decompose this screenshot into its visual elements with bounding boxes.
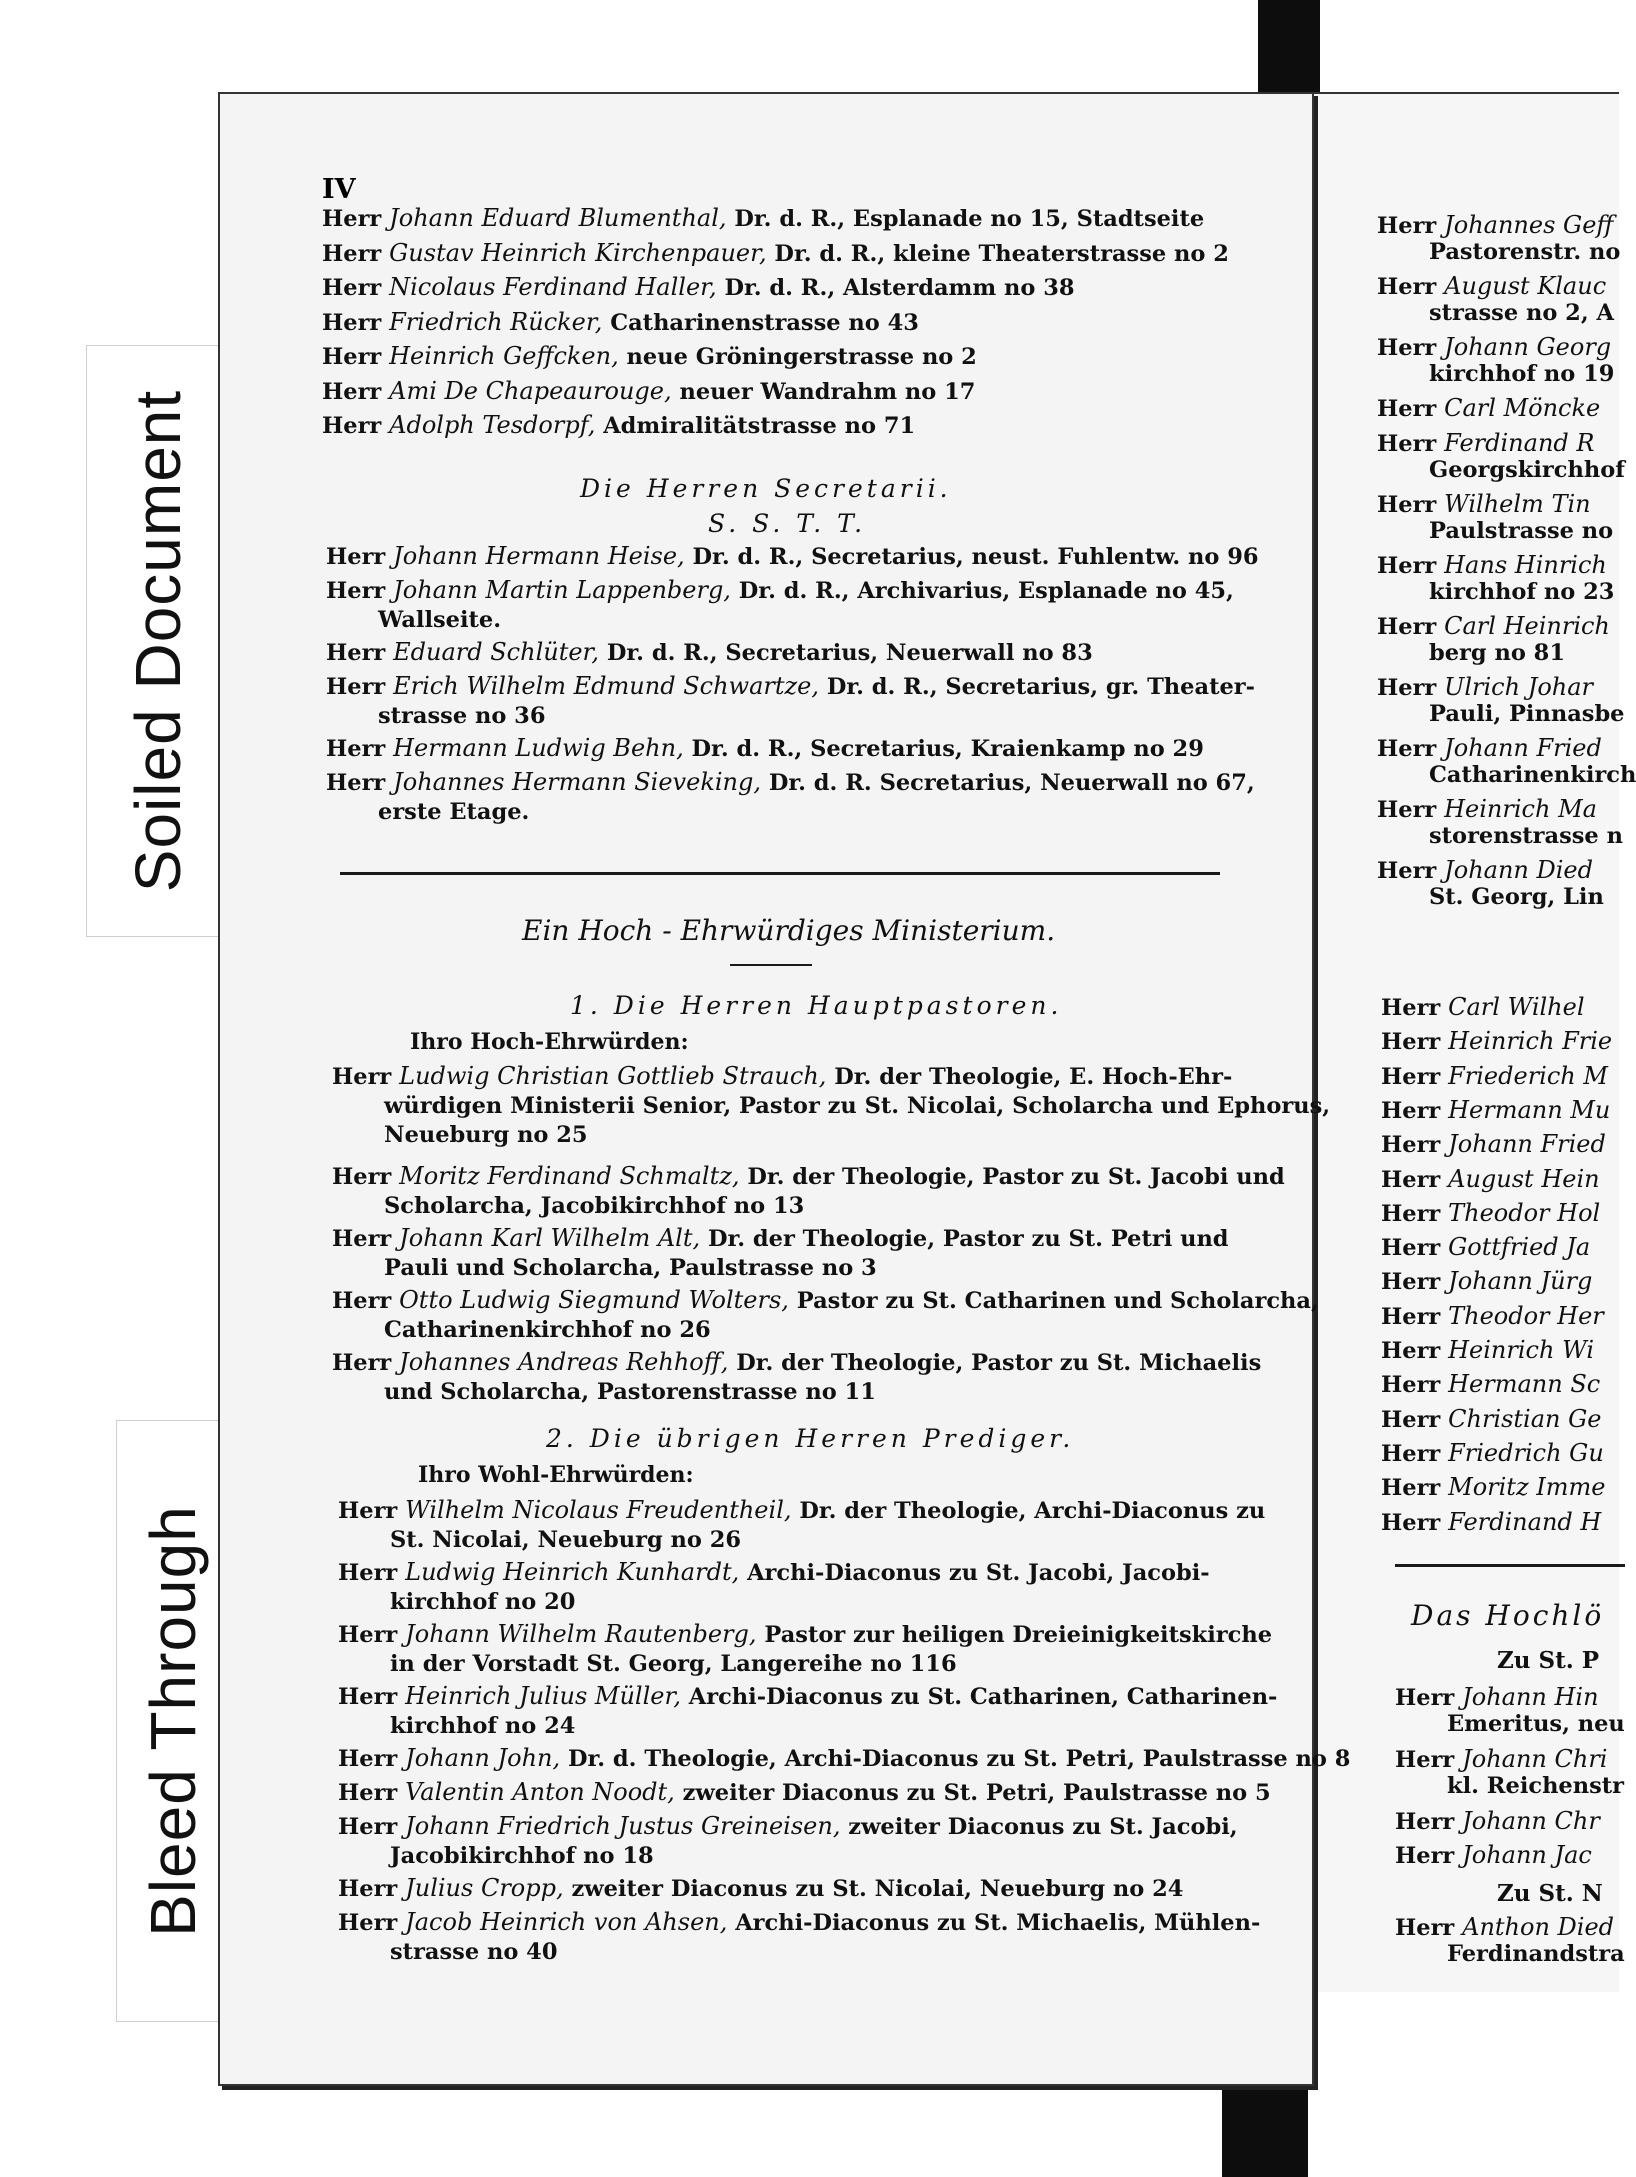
herr-title: Herr (1381, 1029, 1449, 1056)
directory-entry (1377, 674, 1625, 727)
directory-entry (322, 273, 1075, 303)
person-name: Johann John, (405, 1744, 561, 1772)
person-name: Johann Hermann Heise, (393, 542, 685, 570)
person-name: Julius Cropp, (405, 1874, 564, 1902)
person-name: Ferdinand R (1444, 429, 1595, 457)
entry-details: Admiralitätstrasse no 71 (595, 413, 916, 439)
directory-entry (1395, 1914, 1625, 1967)
directory-entry (338, 1744, 1350, 1774)
entry-continuation: Georgskirchhof (1429, 457, 1625, 483)
herr-title: Herr (1381, 1303, 1449, 1330)
entry-details: Dr. d. R., Esplanade no 15, Stadtseite (726, 206, 1205, 232)
entry-details: Dr. der Theologie, E. Hoch-Ehr- (826, 1064, 1233, 1090)
entry-continuation: kirchhof no 24 (390, 1713, 576, 1739)
person-name: Gottfried Ja (1448, 1233, 1591, 1262)
entry-details: Dr. der Theologie, Pastor zu St. Petri und (700, 1226, 1229, 1252)
person-name: Carl Heinrich (1444, 612, 1610, 640)
section-heading-ministerium: Ein Hoch - Ehrwürdiges Ministerium. (522, 914, 1056, 947)
herr-title: Herr (1381, 995, 1449, 1021)
entry-continuation: Emeritus, neu (1447, 1711, 1625, 1737)
person-name: Valentin Anton Noodt, (405, 1778, 675, 1806)
background-bar-top (1258, 0, 1320, 92)
directory-entry (1381, 1406, 1602, 1433)
directory-entry (1381, 1474, 1605, 1501)
entry-continuation: Paulstrasse no (1429, 518, 1614, 544)
entry-continuation: berg no 81 (1429, 640, 1565, 666)
person-name: Wilhelm Tin (1444, 490, 1591, 518)
entry-details: Pastor zu St. Catharinen und Scholarcha, (788, 1288, 1319, 1314)
soiled-document-label (86, 345, 230, 937)
directory-entry (1395, 1684, 1625, 1737)
person-name: Johann Fried (1444, 734, 1602, 762)
directory-entry (322, 411, 915, 441)
directory-entry (332, 1348, 1261, 1407)
directory-entry (332, 1224, 1229, 1283)
person-name: Heinrich Julius Müller, (405, 1682, 681, 1710)
herr-title: Herr (1381, 1132, 1449, 1159)
person-name: Ulrich Johar (1444, 673, 1594, 701)
person-name: Johann Friedrich Justus Greineisen, (405, 1812, 841, 1840)
directory-entry (338, 1778, 1271, 1808)
person-name: Heinrich Geffcken, (389, 342, 619, 370)
person-name: Johann Fried (1448, 1130, 1606, 1159)
herr-title: Herr (1381, 1406, 1449, 1433)
directory-entry (1381, 1509, 1601, 1536)
entry-details: Dr. d. R., Secretarius, Kraienkamp no 29 (683, 736, 1204, 762)
entry-continuation: Pauli und Scholarcha, Paulstrasse no 3 (384, 1255, 877, 1281)
directory-entry (1377, 552, 1614, 605)
herr-title: Herr (332, 1164, 400, 1190)
entry-continuation: Scholarcha, Jacobikirchhof no 13 (384, 1193, 805, 1219)
page-number: IV (322, 174, 356, 205)
herr-title: Herr (1377, 675, 1445, 701)
person-name: Johann Wilhelm Rautenberg, (405, 1620, 757, 1648)
directory-entry (338, 1682, 1277, 1741)
person-name: Friedrich Gu (1448, 1438, 1604, 1467)
herr-title: Herr (338, 1780, 406, 1806)
person-name: Johannes Geff (1444, 211, 1614, 239)
section-title-hoch-ehrwuerden: Ihro Hoch-Ehrwürden: (410, 1029, 689, 1055)
entry-continuation: in der Vorstadt St. Georg, Langereihe no 116 (390, 1651, 957, 1677)
herr-title: Herr (1377, 274, 1445, 300)
person-name: Johann Hin (1462, 1683, 1599, 1711)
section-subheading-sstt: S. S. T. T. (708, 509, 867, 538)
entry-continuation: erste Etage. (378, 799, 530, 825)
right-page (1296, 92, 1636, 1992)
directory-entry (1377, 212, 1620, 265)
directory-entry (322, 204, 1204, 234)
directory-entry (326, 734, 1204, 764)
herr-title: Herr (326, 544, 394, 570)
herr-title: Herr (322, 413, 390, 439)
directory-entry (326, 768, 1255, 827)
herr-title: Herr (1377, 736, 1445, 762)
entry-details: Dr. d. Theologie, Archi-Diaconus zu St. Petri, Paulstrasse no 8 (560, 1746, 1351, 1772)
entry-continuation: Catharinenkirch (1429, 762, 1636, 788)
herr-title: Herr (326, 674, 394, 700)
directory-entry (326, 672, 1255, 731)
herr-title: Herr (338, 1498, 406, 1524)
directory-entry (1377, 735, 1636, 788)
entry-details: Dr. der Theologie, Pastor zu St. Jacobi und (739, 1164, 1285, 1190)
entry-continuation: Ferdinandstra (1447, 1941, 1625, 1967)
herr-title: Herr (332, 1064, 400, 1090)
entry-details: Catharinenstrasse no 43 (602, 309, 919, 336)
directory-entry (1377, 857, 1604, 910)
herr-title: Herr (338, 1910, 406, 1936)
herr-title: Herr (1381, 1509, 1449, 1536)
herr-title: Herr (326, 578, 394, 604)
person-name: Johann Chr (1462, 1807, 1600, 1835)
right-subheading-nicolai: Zu St. N (1497, 1880, 1603, 1907)
herr-title: Herr (1377, 335, 1445, 361)
person-name: Johann Jac (1462, 1841, 1592, 1869)
herr-title: Herr (1381, 1475, 1449, 1502)
bleed-through-label-text: Bleed Through (137, 1505, 209, 1937)
herr-title: Herr (1395, 1685, 1463, 1711)
directory-entry (1377, 395, 1600, 422)
directory-entry (332, 1162, 1285, 1221)
entry-details: neue Gröningerstrasse no 2 (618, 344, 977, 370)
section-title-wohl-ehrwuerden: Ihro Wohl-Ehrwürden: (418, 1462, 694, 1488)
entry-details: Dr. d. R., Secretarius, gr. Theater- (818, 674, 1255, 700)
entry-continuation: kirchhof no 19 (1429, 361, 1615, 387)
right-subheading-petri: Zu St. P (1497, 1647, 1600, 1674)
directory-entry (338, 1812, 1238, 1871)
entry-continuation: Pastorenstr. no (1429, 239, 1621, 265)
person-name: Erich Wilhelm Edmund Schwartze, (393, 672, 819, 700)
person-name: Carl Möncke (1444, 394, 1601, 422)
herr-title: Herr (1381, 1063, 1449, 1090)
person-name: Otto Ludwig Siegmund Wolters, (399, 1286, 789, 1314)
directory-entry (322, 239, 1229, 269)
directory-entry (1381, 1303, 1604, 1330)
directory-entry (1377, 334, 1614, 387)
herr-title: Herr (332, 1350, 400, 1376)
entry-details: Dr. d. R., Secretarius, Neuerwall no 83 (599, 640, 1093, 666)
herr-title: Herr (1381, 1097, 1449, 1124)
directory-entry (1381, 1200, 1600, 1227)
directory-entry (322, 308, 919, 338)
entry-continuation: Pauli, Pinnasbe (1429, 701, 1625, 727)
entry-details: neuer Wandrahm no 17 (671, 378, 976, 405)
entry-details: Dr. d. R., Secretarius, neust. Fuhlentw. no 96 (684, 544, 1259, 570)
person-name: Moritz Imme (1448, 1473, 1606, 1502)
herr-title: Herr (1395, 1747, 1463, 1773)
person-name: August Klauc (1444, 272, 1607, 300)
directory-entry (1381, 1097, 1610, 1124)
person-name: Hermann Sc (1448, 1370, 1601, 1399)
section-heading-secretarii: Die Herren Secretarii. (580, 474, 952, 503)
entry-continuation: Jacobikirchhof no 18 (390, 1843, 654, 1869)
herr-title: Herr (338, 1746, 406, 1772)
directory-entry (326, 542, 1259, 572)
herr-title: Herr (338, 1876, 406, 1902)
entry-continuation: St. Georg, Lin (1429, 884, 1604, 910)
herr-title: Herr (322, 378, 390, 405)
person-name: Johannes Andreas Rehhoff, (399, 1348, 729, 1376)
entry-continuation: strasse no 40 (390, 1939, 558, 1965)
person-name: Johann Eduard Blumenthal, (389, 204, 727, 232)
person-name: Heinrich Ma (1444, 795, 1597, 823)
person-name: Anthon Died (1462, 1913, 1615, 1941)
herr-title: Herr (1377, 213, 1445, 239)
herr-title: Herr (322, 344, 390, 370)
directory-entry (338, 1620, 1272, 1679)
directory-entry (1377, 613, 1610, 666)
person-name: Jacob Heinrich von Ahsen, (405, 1908, 728, 1936)
person-name: Carl Wilhel (1448, 993, 1585, 1021)
entry-continuation: würdigen Ministerii Senior, Pastor zu St. Nicolai, Scholarcha und Ephorus, (384, 1093, 1331, 1119)
directory-entry (1381, 1440, 1604, 1467)
directory-entry (1377, 273, 1614, 326)
directory-entry (338, 1558, 1210, 1617)
entry-details: zweiter Diaconus zu St. Petri, Paulstrasse no 5 (674, 1780, 1271, 1806)
person-name: Friedrich Rücker, (389, 307, 603, 336)
directory-entry (1381, 1131, 1606, 1158)
directory-entry (1381, 1337, 1594, 1364)
person-name: Friederich M (1448, 1061, 1608, 1090)
entry-continuation: kirchhof no 23 (1429, 579, 1615, 605)
entry-details: zweiter Diaconus zu St. Nicolai, Neueburg no 24 (563, 1876, 1184, 1902)
person-name: Johann Died (1444, 856, 1593, 884)
herr-title: Herr (1377, 858, 1445, 884)
entry-continuation: Neueburg no 25 (384, 1122, 588, 1148)
herr-title: Herr (1377, 797, 1445, 823)
person-name: Theodor Her (1448, 1301, 1604, 1330)
section-divider (340, 872, 1220, 875)
directory-entry (1381, 994, 1585, 1021)
entry-details: Dr. d. R., kleine Theaterstrasse no 2 (766, 240, 1229, 267)
directory-entry (1395, 1808, 1600, 1835)
person-name: Johann Chri (1462, 1745, 1608, 1773)
person-name: Johannes Hermann Sieveking, (393, 768, 761, 796)
herr-title: Herr (1377, 431, 1445, 457)
person-name: Hermann Ludwig Behn, (393, 734, 684, 762)
bleed-through-label (116, 1420, 230, 2022)
herr-title: Herr (1377, 614, 1445, 640)
herr-title: Herr (322, 275, 390, 301)
entry-continuation: storenstrasse n (1429, 823, 1623, 849)
left-page (218, 92, 1351, 2086)
person-name: Ferdinand H (1448, 1507, 1602, 1536)
directory-entry (1395, 1842, 1592, 1869)
heading-underline (730, 964, 812, 966)
section-heading-hauptpastoren: 1. Die Herren Hauptpastoren. (570, 991, 1063, 1020)
herr-title: Herr (1381, 1166, 1449, 1193)
directory-entry (338, 1908, 1260, 1967)
person-name: Ami De Chapeaurouge, (389, 376, 672, 405)
directory-entry (322, 377, 975, 407)
herr-title: Herr (332, 1288, 400, 1314)
herr-title: Herr (322, 240, 390, 267)
herr-title: Herr (338, 1684, 406, 1710)
herr-title: Herr (1377, 492, 1445, 518)
person-name: Adolph Tesdorpf, (389, 411, 596, 439)
herr-title: Herr (326, 770, 394, 796)
entry-details: Dr. der Theologie, Archi-Diaconus zu (791, 1498, 1266, 1524)
directory-entry (326, 638, 1093, 668)
person-name: Nicolaus Ferdinand Haller, (389, 273, 717, 301)
entry-details: Pastor zur heiligen Dreieinigkeitskirche (756, 1622, 1273, 1648)
herr-title: Herr (1377, 553, 1445, 579)
herr-title: Herr (1381, 1440, 1449, 1467)
herr-title: Herr (1381, 1338, 1449, 1364)
directory-entry (332, 1286, 1319, 1345)
entry-details: Dr. d. R., Archivarius, Esplanade no 45, (730, 578, 1234, 604)
herr-title: Herr (322, 206, 390, 232)
directory-entry (1381, 1268, 1592, 1295)
herr-title: Herr (326, 736, 394, 762)
entry-continuation: Wallseite. (378, 607, 502, 633)
entry-details: Dr. d. R., Alsterdamm no 38 (716, 275, 1075, 301)
person-name: Johann Georg (1444, 333, 1612, 361)
herr-title: Herr (1381, 1269, 1449, 1296)
herr-title: Herr (1381, 1200, 1449, 1227)
entry-continuation: St. Nicolai, Neueburg no 26 (390, 1527, 742, 1553)
directory-entry (332, 1062, 1330, 1150)
entry-continuation: und Scholarcha, Pastorenstrasse no 11 (384, 1379, 876, 1405)
person-name: Johann Karl Wilhelm Alt, (399, 1224, 701, 1252)
person-name: Ludwig Heinrich Kunhardt, (405, 1558, 740, 1586)
person-name: Theodor Hol (1448, 1198, 1601, 1227)
entry-details: Dr. der Theologie, Pastor zu St. Michaelis (728, 1350, 1262, 1376)
person-name: Gustav Heinrich Kirchenpauer, (389, 238, 767, 267)
herr-title: Herr (1381, 1235, 1449, 1262)
herr-title: Herr (338, 1560, 406, 1586)
person-name: Heinrich Frie (1448, 1027, 1613, 1056)
directory-entry (338, 1874, 1183, 1904)
directory-entry (338, 1496, 1265, 1555)
entry-details: Archi-Diaconus zu St. Michaelis, Mühlen- (727, 1910, 1261, 1936)
directory-entry (1381, 1028, 1612, 1055)
person-name: Johann Martin Lappenberg, (393, 576, 731, 604)
directory-entry (1381, 1371, 1600, 1398)
soiled-document-label-text: Soiled Document (122, 389, 194, 893)
person-name: Eduard Schlüter, (393, 638, 600, 666)
directory-entry (1377, 430, 1625, 483)
entry-details: zweiter Diaconus zu St. Jacobi, (840, 1814, 1238, 1840)
entry-details: Archi-Diaconus zu St. Catharinen, Catharinen- (680, 1684, 1278, 1710)
person-name: August Hein (1448, 1164, 1600, 1193)
person-name: Christian Ge (1448, 1404, 1602, 1433)
right-section-divider (1395, 1564, 1625, 1567)
herr-title: Herr (322, 309, 390, 336)
person-name: Hermann Mu (1448, 1095, 1611, 1124)
directory-entry (1381, 1166, 1600, 1193)
directory-entry (1377, 796, 1623, 849)
directory-entry (1377, 491, 1613, 544)
directory-entry (322, 342, 977, 372)
entry-continuation: kirchhof no 20 (390, 1589, 576, 1615)
herr-title: Herr (1381, 1372, 1449, 1399)
person-name: Ludwig Christian Gottlieb Strauch, (399, 1062, 827, 1090)
directory-entry (326, 576, 1234, 635)
entry-continuation: strasse no 36 (378, 703, 546, 729)
herr-title: Herr (1377, 396, 1445, 422)
herr-title: Herr (332, 1226, 400, 1252)
person-name: Moritz Ferdinand Schmaltz, (399, 1162, 740, 1190)
herr-title: Herr (338, 1622, 406, 1648)
person-name: Hans Hinrich (1444, 551, 1607, 579)
person-name: Heinrich Wi (1448, 1336, 1594, 1364)
herr-title: Herr (1395, 1915, 1463, 1941)
person-name: Johann Jürg (1448, 1267, 1593, 1296)
directory-entry (1381, 1234, 1590, 1261)
entry-continuation: strasse no 2, A (1429, 300, 1614, 326)
section-heading-prediger: 2. Die übrigen Herren Prediger. (546, 1424, 1075, 1453)
herr-title: Herr (326, 640, 394, 666)
herr-title: Herr (338, 1814, 406, 1840)
entry-details: Archi-Diaconus zu St. Jacobi, Jacobi- (739, 1560, 1210, 1586)
directory-entry (1395, 1746, 1624, 1799)
right-heading: Das Hochlö (1411, 1599, 1605, 1632)
directory-entry (1381, 1063, 1608, 1090)
entry-details: Dr. d. R. Secretarius, Neuerwall no 67, (761, 770, 1255, 796)
herr-title: Herr (1395, 1809, 1463, 1835)
entry-continuation: kl. Reichenstr (1447, 1773, 1625, 1799)
herr-title: Herr (1395, 1843, 1463, 1869)
entry-continuation: Catharinenkirchhof no 26 (384, 1317, 711, 1343)
person-name: Wilhelm Nicolaus Freudentheil, (405, 1496, 792, 1524)
